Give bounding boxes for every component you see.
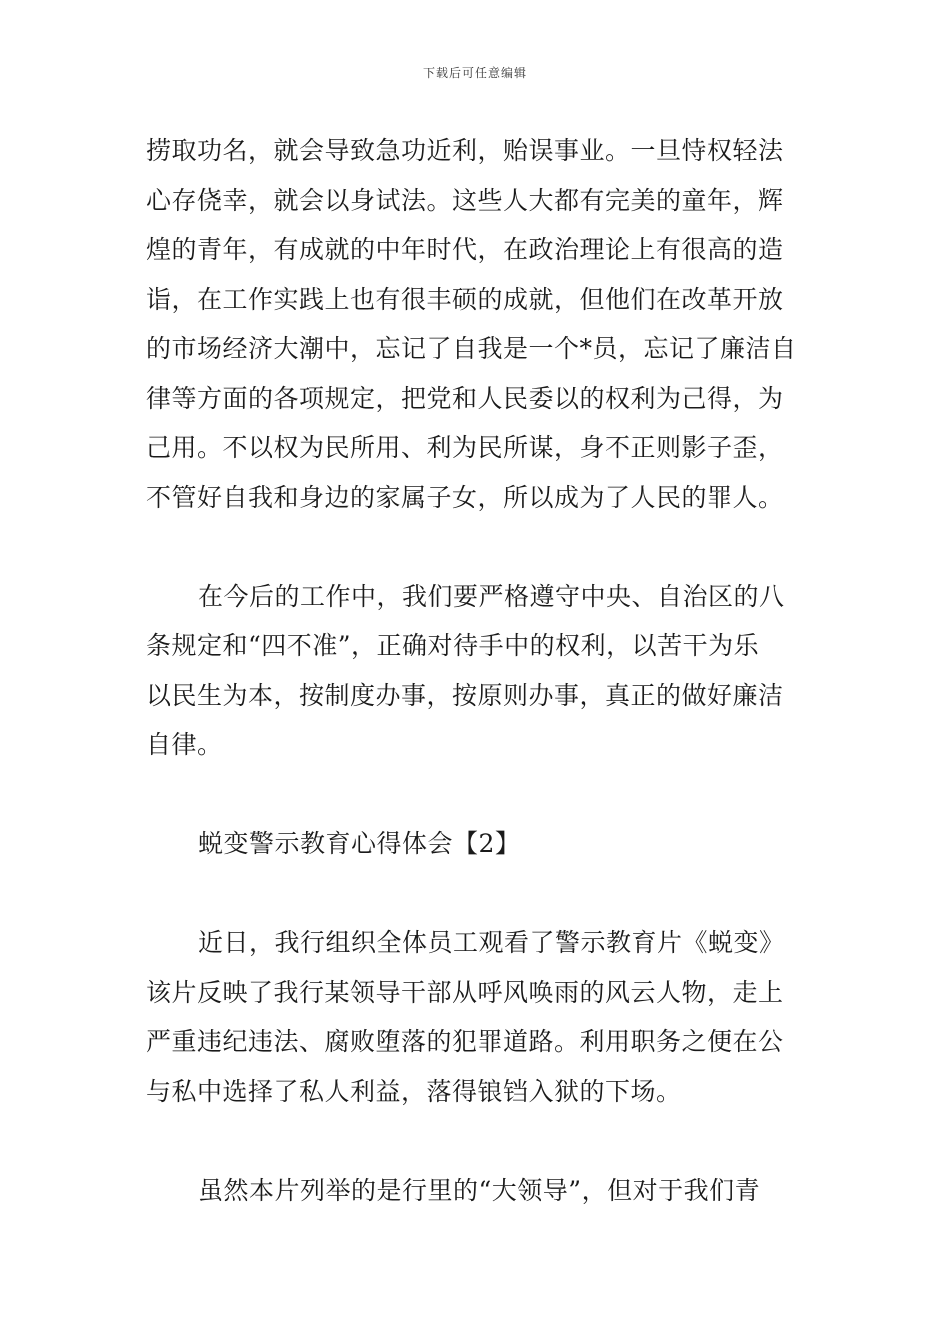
text-line: 煌的青年，有成就的中年时代，在政治理论上有很高的造 (146, 235, 784, 264)
document-body (146, 126, 808, 1215)
text-line: 自律。 (146, 730, 223, 759)
text-line: 近日，我行组织全体员工观看了警示教育片《蜕变》 (198, 928, 785, 957)
text-line: 严重违纪违法、腐败堕落的犯罪道路。利用职务之便在公 (146, 1027, 784, 1056)
paragraph-gap (146, 1116, 808, 1166)
text-line: 以民生为本，按制度办事，按原则办事，真正的做好廉洁 (146, 680, 784, 710)
text-line: 捞取功名，就会导致急功近利，贻误事业。一旦恃权轻法 (146, 136, 784, 165)
header-note: 下载后可任意编辑 (422, 66, 527, 80)
text-line: 条规定和“四不准”，正确对待手中的权利，以苦干为乐 (146, 631, 760, 660)
text-line: 蜕变警示教育心得体会【2】 (198, 829, 521, 858)
text-line: 心存侥幸，就会以身试法。这些人大都有完美的童年，辉 (146, 185, 784, 215)
text-line: 律等方面的各项规定，把党和人民委以的权利为己得，为 (146, 383, 784, 413)
paragraph-gap (146, 522, 808, 572)
text-line: 己用。不以权为民所用、利为民所谋，身不正则影子歪， (146, 433, 784, 462)
text-line: 该片反映了我行某领导干部从呼风唤雨的风云人物，走上 (146, 977, 784, 1007)
paragraph-gap (146, 770, 808, 820)
text-line: 虽然本片列举的是行里的“大领导”，但对于我们青 (198, 1175, 761, 1205)
text-line: 的市场经济大潮中，忘记了自我是一个*员，忘记了廉洁自 (146, 334, 797, 363)
paragraph-gap (146, 869, 808, 919)
text-line: 诣，在工作实践上也有很丰硕的成就，但他们在改革开放 (146, 284, 784, 314)
text-line: 在今后的工作中，我们要严格遵守中央、自治区的八 (198, 581, 785, 611)
text-line: 不管好自我和身边的家属子女，所以成为了人民的罪人。 (146, 482, 784, 512)
text-line: 与私中选择了私人利益，落得锒铛入狱的下场。 (146, 1076, 682, 1106)
